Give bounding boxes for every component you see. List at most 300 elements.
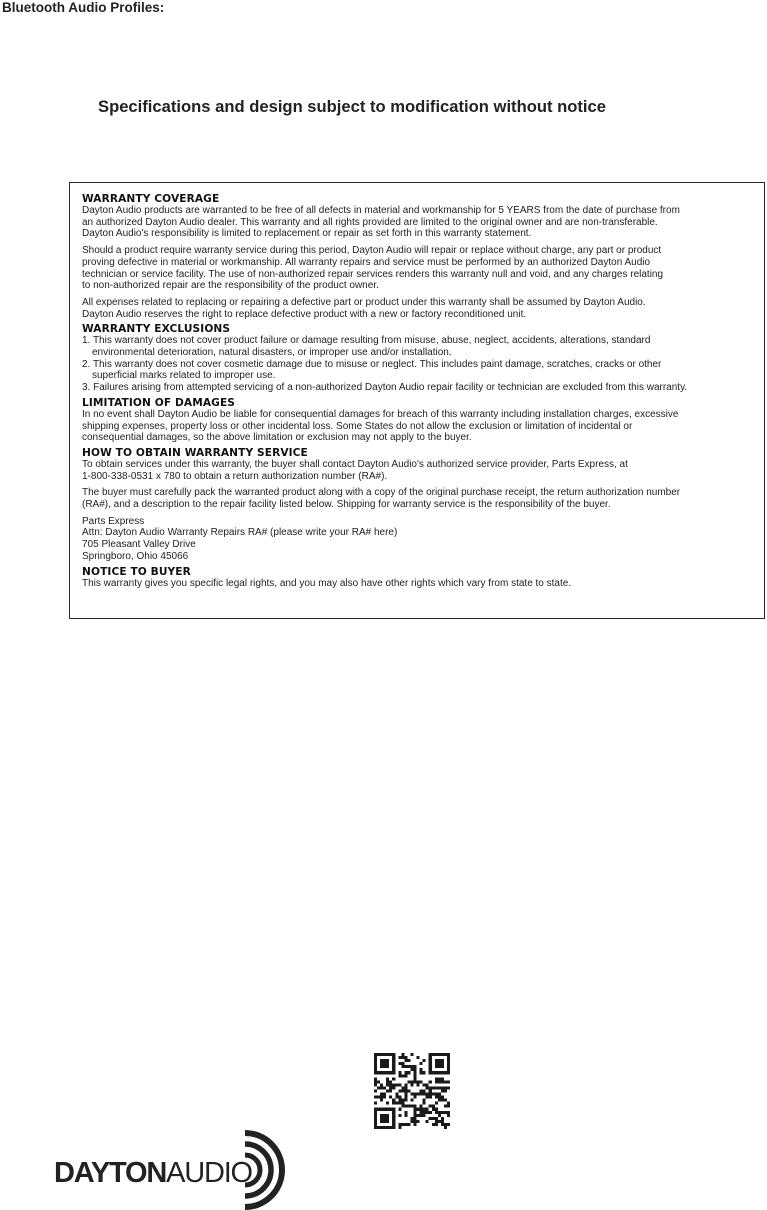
qr-module <box>392 1062 395 1065</box>
qr-module <box>435 1117 438 1120</box>
qr-module <box>374 1123 377 1126</box>
qr-module <box>447 1123 450 1126</box>
exclusion-item <box>82 335 758 358</box>
qr-module <box>429 1059 432 1062</box>
qr-module <box>392 1053 395 1056</box>
text-line: The buyer must carefully pack the warranted product along with a copy of the original purchase receipt, the return authorization number <box>82 487 681 499</box>
qr-module <box>435 1093 438 1096</box>
notice-section <box>82 566 758 590</box>
qr-module <box>401 1089 404 1092</box>
qr-module <box>404 1059 407 1062</box>
text-line: 1-800-338-0531 x 780 to obtain a return authorization number (RA#). <box>82 470 388 482</box>
qr-module <box>414 1120 417 1123</box>
qr-module <box>438 1080 441 1083</box>
logo-wordmark <box>54 1157 252 1190</box>
qr-module <box>392 1120 395 1123</box>
qr-module <box>438 1111 441 1114</box>
text-line: proving defective in material or workmanship. All warranty repairs and service must be performed by an authorized Dayton Audio <box>82 256 651 268</box>
qr-module <box>447 1114 450 1117</box>
qr-module <box>404 1096 407 1099</box>
qr-module <box>447 1062 450 1065</box>
qr-module <box>438 1093 441 1096</box>
qr-module <box>414 1077 417 1080</box>
qr-module <box>417 1093 420 1096</box>
qr-module <box>407 1105 410 1108</box>
qr-module <box>374 1068 377 1071</box>
qr-module <box>438 1114 441 1117</box>
coverage-paragraph <box>82 297 758 320</box>
qr-module <box>389 1126 392 1129</box>
qr-module <box>380 1065 383 1068</box>
qr-module <box>438 1062 441 1065</box>
text-line: technician or service facility. The use of non-authorized repair services renders this warranty null and void, and any charges relating <box>82 268 664 280</box>
qr-module <box>429 1068 432 1071</box>
qr-module <box>380 1099 383 1102</box>
qr-module <box>414 1071 417 1074</box>
qr-module <box>398 1089 401 1092</box>
qr-module <box>429 1062 432 1065</box>
text-line: consequential damages, so the above limitation or exclusion may not apply to the buyer. <box>82 432 472 444</box>
qr-module <box>414 1068 417 1071</box>
qr-module <box>444 1099 447 1102</box>
qr-module <box>435 1080 438 1083</box>
qr-module <box>435 1071 438 1074</box>
text-line: environmental deterioration, natural disasters, or improper use and/or installation. <box>92 347 452 359</box>
qr-module <box>386 1059 389 1062</box>
qr-module <box>429 1111 432 1114</box>
qr-module <box>383 1108 386 1111</box>
qr-module <box>398 1102 401 1105</box>
qr-module <box>398 1099 401 1102</box>
qr-module <box>383 1096 386 1099</box>
qr-module <box>447 1059 450 1062</box>
qr-module <box>410 1083 413 1086</box>
warranty-coverage-title: WARRANTY COVERAGE <box>82 193 220 205</box>
qr-module <box>435 1108 438 1111</box>
qr-module <box>374 1065 377 1068</box>
text-line: 1. This warranty does not cover product failure or damage resulting from misuse, abuse, neglect, accidents, alterations, standard <box>82 335 651 347</box>
qr-module <box>420 1093 423 1096</box>
qr-module <box>420 1062 423 1065</box>
qr-module <box>374 1071 377 1074</box>
qr-module <box>426 1096 429 1099</box>
qr-code <box>374 1053 450 1129</box>
qr-module <box>389 1089 392 1092</box>
text-line: Should a product require warranty service during this period, Dayton Audio will repair or replace without charge, any part or product <box>82 245 662 257</box>
qr-module <box>398 1071 401 1074</box>
qr-module <box>374 1089 377 1092</box>
qr-module <box>417 1108 420 1111</box>
qr-module <box>380 1086 383 1089</box>
spec-notice: Specifications and design subject to modification without notice <box>98 97 606 116</box>
qr-module <box>432 1108 435 1111</box>
qr-module <box>386 1065 389 1068</box>
qr-module <box>377 1080 380 1083</box>
qr-module <box>423 1114 426 1117</box>
qr-module <box>429 1053 432 1056</box>
qr-module <box>395 1083 398 1086</box>
qr-module <box>438 1053 441 1056</box>
qr-module <box>438 1099 441 1102</box>
qr-module <box>401 1065 404 1068</box>
text-line: To obtain services under this warranty, the buyer shall contact Dayton Audio's authorized service provider, Parts Express, at <box>82 458 628 470</box>
qr-module <box>374 1126 377 1129</box>
limitation-title: LIMITATION OF DAMAGES <box>82 396 236 409</box>
qr-module <box>410 1053 413 1056</box>
qr-module <box>414 1074 417 1077</box>
exclusion-item <box>82 359 758 382</box>
qr-module <box>404 1089 407 1092</box>
qr-module <box>374 1056 377 1059</box>
qr-module <box>383 1126 386 1129</box>
qr-module <box>395 1102 398 1105</box>
qr-module <box>374 1111 377 1114</box>
qr-module <box>380 1071 383 1074</box>
address-line: Parts Express <box>82 515 145 527</box>
qr-module <box>374 1053 377 1056</box>
qr-module <box>444 1111 447 1114</box>
qr-module <box>414 1123 417 1126</box>
qr-module <box>383 1071 386 1074</box>
text-line: 3. Failures arising from attempted servicing of a non-authorized Dayton Audio repair facility or technician are excluded from this warranty. <box>82 382 688 394</box>
qr-module <box>380 1120 383 1123</box>
qr-module <box>395 1096 398 1099</box>
text-line: to non-authorized repair are the responsibility of the product owner. <box>82 280 379 292</box>
qr-module <box>414 1111 417 1114</box>
qr-module <box>426 1120 429 1123</box>
sound-wave-icon <box>237 1130 294 1210</box>
qr-module <box>435 1053 438 1056</box>
qr-module <box>444 1089 447 1092</box>
qr-module <box>417 1080 420 1083</box>
qr-module <box>441 1089 444 1092</box>
qr-module <box>420 1080 423 1083</box>
qr-module <box>392 1086 395 1089</box>
qr-module <box>404 1074 407 1077</box>
qr-module <box>392 1068 395 1071</box>
limitation-section <box>82 397 758 444</box>
text-line: Dayton Audio reserves the right to replace defective product with a new or factory reconditioned unit. <box>82 308 527 320</box>
qr-module <box>377 1108 380 1111</box>
qr-module <box>386 1108 389 1111</box>
qr-module <box>386 1117 389 1120</box>
qr-module <box>380 1083 383 1086</box>
qr-module <box>410 1117 413 1120</box>
warranty-coverage-section <box>82 193 758 320</box>
qr-module <box>401 1099 404 1102</box>
qr-module <box>432 1105 435 1108</box>
logo-wordmark-bold: DAYTON <box>54 1157 167 1189</box>
qr-module <box>441 1065 444 1068</box>
qr-module <box>423 1089 426 1092</box>
qr-module <box>383 1086 386 1089</box>
text-line: an authorized Dayton Audio dealer. This warranty and all rights provided are limited to the original owner and are non-transferable. <box>82 216 658 228</box>
qr-module <box>407 1123 410 1126</box>
qr-module <box>435 1111 438 1114</box>
qr-module <box>374 1062 377 1065</box>
qr-module <box>444 1071 447 1074</box>
qr-module <box>389 1071 392 1074</box>
qr-module <box>383 1053 386 1056</box>
qr-module <box>447 1086 450 1089</box>
qr-module <box>407 1080 410 1083</box>
service-title: HOW TO OBTAIN WARRANTY SERVICE <box>82 446 308 459</box>
qr-module <box>435 1123 438 1126</box>
text-line: 2. This warranty does not cover cosmetic damage due to misuse or neglect. This includes paint damage, scratches, cracks or other <box>82 358 662 370</box>
qr-module <box>380 1093 383 1096</box>
qr-module <box>414 1117 417 1120</box>
qr-module <box>432 1093 435 1096</box>
qr-module <box>420 1105 423 1108</box>
qr-module <box>389 1083 392 1086</box>
qr-module <box>429 1096 432 1099</box>
qr-module <box>410 1065 413 1068</box>
qr-module <box>386 1053 389 1056</box>
qr-module <box>383 1114 386 1117</box>
qr-module <box>447 1071 450 1074</box>
qr-module <box>386 1062 389 1065</box>
qr-module <box>398 1056 401 1059</box>
qr-module <box>401 1074 404 1077</box>
qr-module <box>426 1083 429 1086</box>
qr-module <box>377 1053 380 1056</box>
qr-module <box>398 1096 401 1099</box>
qr-module <box>432 1071 435 1074</box>
qr-module <box>386 1114 389 1117</box>
qr-module <box>392 1077 395 1080</box>
qr-module <box>429 1080 432 1083</box>
qr-module <box>380 1126 383 1129</box>
address-line: Springboro, Ohio 45066 <box>82 550 189 562</box>
dayton-audio-logo <box>54 1130 294 1210</box>
qr-module <box>414 1093 417 1096</box>
qr-module <box>414 1105 417 1108</box>
qr-module <box>383 1117 386 1120</box>
qr-module <box>441 1111 444 1114</box>
qr-module <box>432 1117 435 1120</box>
qr-module <box>374 1083 377 1086</box>
qr-module <box>423 1093 426 1096</box>
qr-module <box>404 1056 407 1059</box>
qr-module <box>380 1114 383 1117</box>
qr-module <box>429 1089 432 1092</box>
qr-module <box>441 1071 444 1074</box>
qr-module <box>420 1114 423 1117</box>
qr-module <box>435 1120 438 1123</box>
qr-module <box>386 1120 389 1123</box>
qr-module <box>447 1065 450 1068</box>
qr-module <box>417 1120 420 1123</box>
qr-module <box>441 1096 444 1099</box>
qr-module <box>444 1053 447 1056</box>
qr-module <box>429 1086 432 1089</box>
qr-module <box>392 1056 395 1059</box>
notice-paragraph <box>82 578 758 590</box>
qr-module <box>377 1096 380 1099</box>
qr-module <box>435 1077 438 1080</box>
qr-module <box>438 1086 441 1089</box>
qr-module <box>432 1123 435 1126</box>
qr-module <box>423 1071 426 1074</box>
text-line: superficial marks related to improper use. <box>92 370 276 382</box>
qr-module <box>420 1089 423 1092</box>
qr-module <box>441 1099 444 1102</box>
logo-wordmark-light: AUDIO <box>166 1157 252 1189</box>
address-line: Attn: Dayton Audio Warranty Repairs RA# (please write your RA# here) <box>82 527 398 539</box>
qr-module <box>438 1120 441 1123</box>
qr-module <box>392 1114 395 1117</box>
qr-module <box>444 1105 447 1108</box>
qr-module <box>401 1105 404 1108</box>
qr-code-graphic <box>374 1053 450 1129</box>
qr-module <box>444 1126 447 1129</box>
qr-module <box>392 1065 395 1068</box>
qr-module <box>444 1086 447 1089</box>
qr-module <box>386 1083 389 1086</box>
qr-module <box>404 1099 407 1102</box>
qr-module <box>407 1065 410 1068</box>
qr-module <box>426 1086 429 1089</box>
qr-module <box>398 1062 401 1065</box>
qr-module <box>398 1126 401 1129</box>
qr-module <box>407 1059 410 1062</box>
qr-module <box>404 1071 407 1074</box>
qr-module <box>420 1068 423 1071</box>
qr-module <box>377 1086 380 1089</box>
qr-module <box>429 1093 432 1096</box>
qr-module <box>404 1105 407 1108</box>
qr-module <box>447 1056 450 1059</box>
qr-module <box>383 1062 386 1065</box>
qr-module <box>414 1065 417 1068</box>
qr-module <box>407 1071 410 1074</box>
qr-module <box>417 1114 420 1117</box>
qr-module <box>410 1120 413 1123</box>
qr-module <box>438 1059 441 1062</box>
text-line: All expenses related to replacing or repairing a defective part or product under this warranty shall be assumed by Dayton Audio. <box>82 296 646 308</box>
qr-module <box>398 1123 401 1126</box>
qr-module <box>401 1102 404 1105</box>
qr-module <box>392 1059 395 1062</box>
qr-module <box>435 1102 438 1105</box>
qr-module <box>429 1105 432 1108</box>
qr-module <box>386 1089 389 1092</box>
qr-module <box>441 1123 444 1126</box>
qr-module <box>441 1077 444 1080</box>
qr-module <box>404 1065 407 1068</box>
coverage-paragraph <box>82 245 758 292</box>
qr-module <box>423 1111 426 1114</box>
qr-module <box>395 1093 398 1096</box>
warranty-exclusions-section <box>82 323 758 394</box>
qr-module <box>404 1086 407 1089</box>
qr-module <box>392 1071 395 1074</box>
service-paragraph <box>82 459 758 482</box>
qr-module <box>374 1108 377 1111</box>
qr-module <box>383 1120 386 1123</box>
qr-module <box>447 1080 450 1083</box>
qr-module <box>401 1062 404 1065</box>
qr-module <box>392 1126 395 1129</box>
bluetooth-profiles-heading: Bluetooth Audio Profiles: <box>2 0 165 15</box>
qr-module <box>383 1059 386 1062</box>
text-line: In no event shall Dayton Audio be liable for consequential damages for breach of this warranty including installation charges, excessive <box>82 408 679 420</box>
qr-module <box>447 1068 450 1071</box>
qr-module <box>417 1083 420 1086</box>
qr-module <box>438 1065 441 1068</box>
qr-module <box>417 1056 420 1059</box>
qr-module <box>420 1071 423 1074</box>
qr-module <box>429 1056 432 1059</box>
qr-module <box>420 1111 423 1114</box>
qr-module <box>410 1105 413 1108</box>
text-line: shipping expenses, property loss or other incidental loss. Some States do not allow the exclusion or limitation of incidental or <box>82 420 633 432</box>
qr-module <box>374 1059 377 1062</box>
qr-module <box>386 1080 389 1083</box>
qr-module <box>380 1117 383 1120</box>
qr-module <box>432 1086 435 1089</box>
qr-module <box>374 1080 377 1083</box>
qr-module <box>423 1059 426 1062</box>
qr-module <box>404 1111 407 1114</box>
qr-module <box>392 1123 395 1126</box>
text-line: Dayton Audio's responsibility is limited to replacement or repair as set forth in this warranty statement. <box>82 228 532 240</box>
qr-module <box>380 1053 383 1056</box>
service-paragraph <box>82 487 758 510</box>
qr-module <box>414 1114 417 1117</box>
qr-module <box>441 1086 444 1089</box>
qr-module <box>401 1086 404 1089</box>
qr-module <box>426 1108 429 1111</box>
qr-module <box>414 1080 417 1083</box>
qr-module <box>401 1123 404 1126</box>
qr-module <box>380 1096 383 1099</box>
qr-module <box>438 1096 441 1099</box>
qr-module <box>438 1077 441 1080</box>
qr-module <box>404 1093 407 1096</box>
qr-module <box>435 1062 438 1065</box>
qr-module <box>377 1126 380 1129</box>
qr-module <box>386 1126 389 1129</box>
coverage-paragraph <box>82 205 758 240</box>
qr-module <box>423 1099 426 1102</box>
qr-module <box>401 1053 404 1056</box>
text-line: Dayton Audio products are warranted to be free of all defects in material and workmanship for 5 YEARS from the date of purchase from <box>82 205 680 216</box>
qr-module <box>429 1071 432 1074</box>
qr-module <box>435 1065 438 1068</box>
qr-module <box>441 1062 444 1065</box>
qr-module <box>414 1096 417 1099</box>
qr-module <box>426 1111 429 1114</box>
qr-module <box>420 1108 423 1111</box>
qr-module <box>374 1096 377 1099</box>
qr-module <box>389 1080 392 1083</box>
qr-module <box>398 1083 401 1086</box>
qr-module <box>380 1059 383 1062</box>
qr-module <box>386 1071 389 1074</box>
qr-module <box>374 1077 377 1080</box>
qr-module <box>389 1086 392 1089</box>
qr-module <box>441 1120 444 1123</box>
qr-module <box>435 1086 438 1089</box>
qr-module <box>435 1059 438 1062</box>
qr-module <box>423 1102 426 1105</box>
qr-module <box>386 1102 389 1105</box>
qr-module <box>374 1120 377 1123</box>
qr-module <box>389 1096 392 1099</box>
warranty-box <box>69 182 765 619</box>
service-address <box>82 516 758 563</box>
